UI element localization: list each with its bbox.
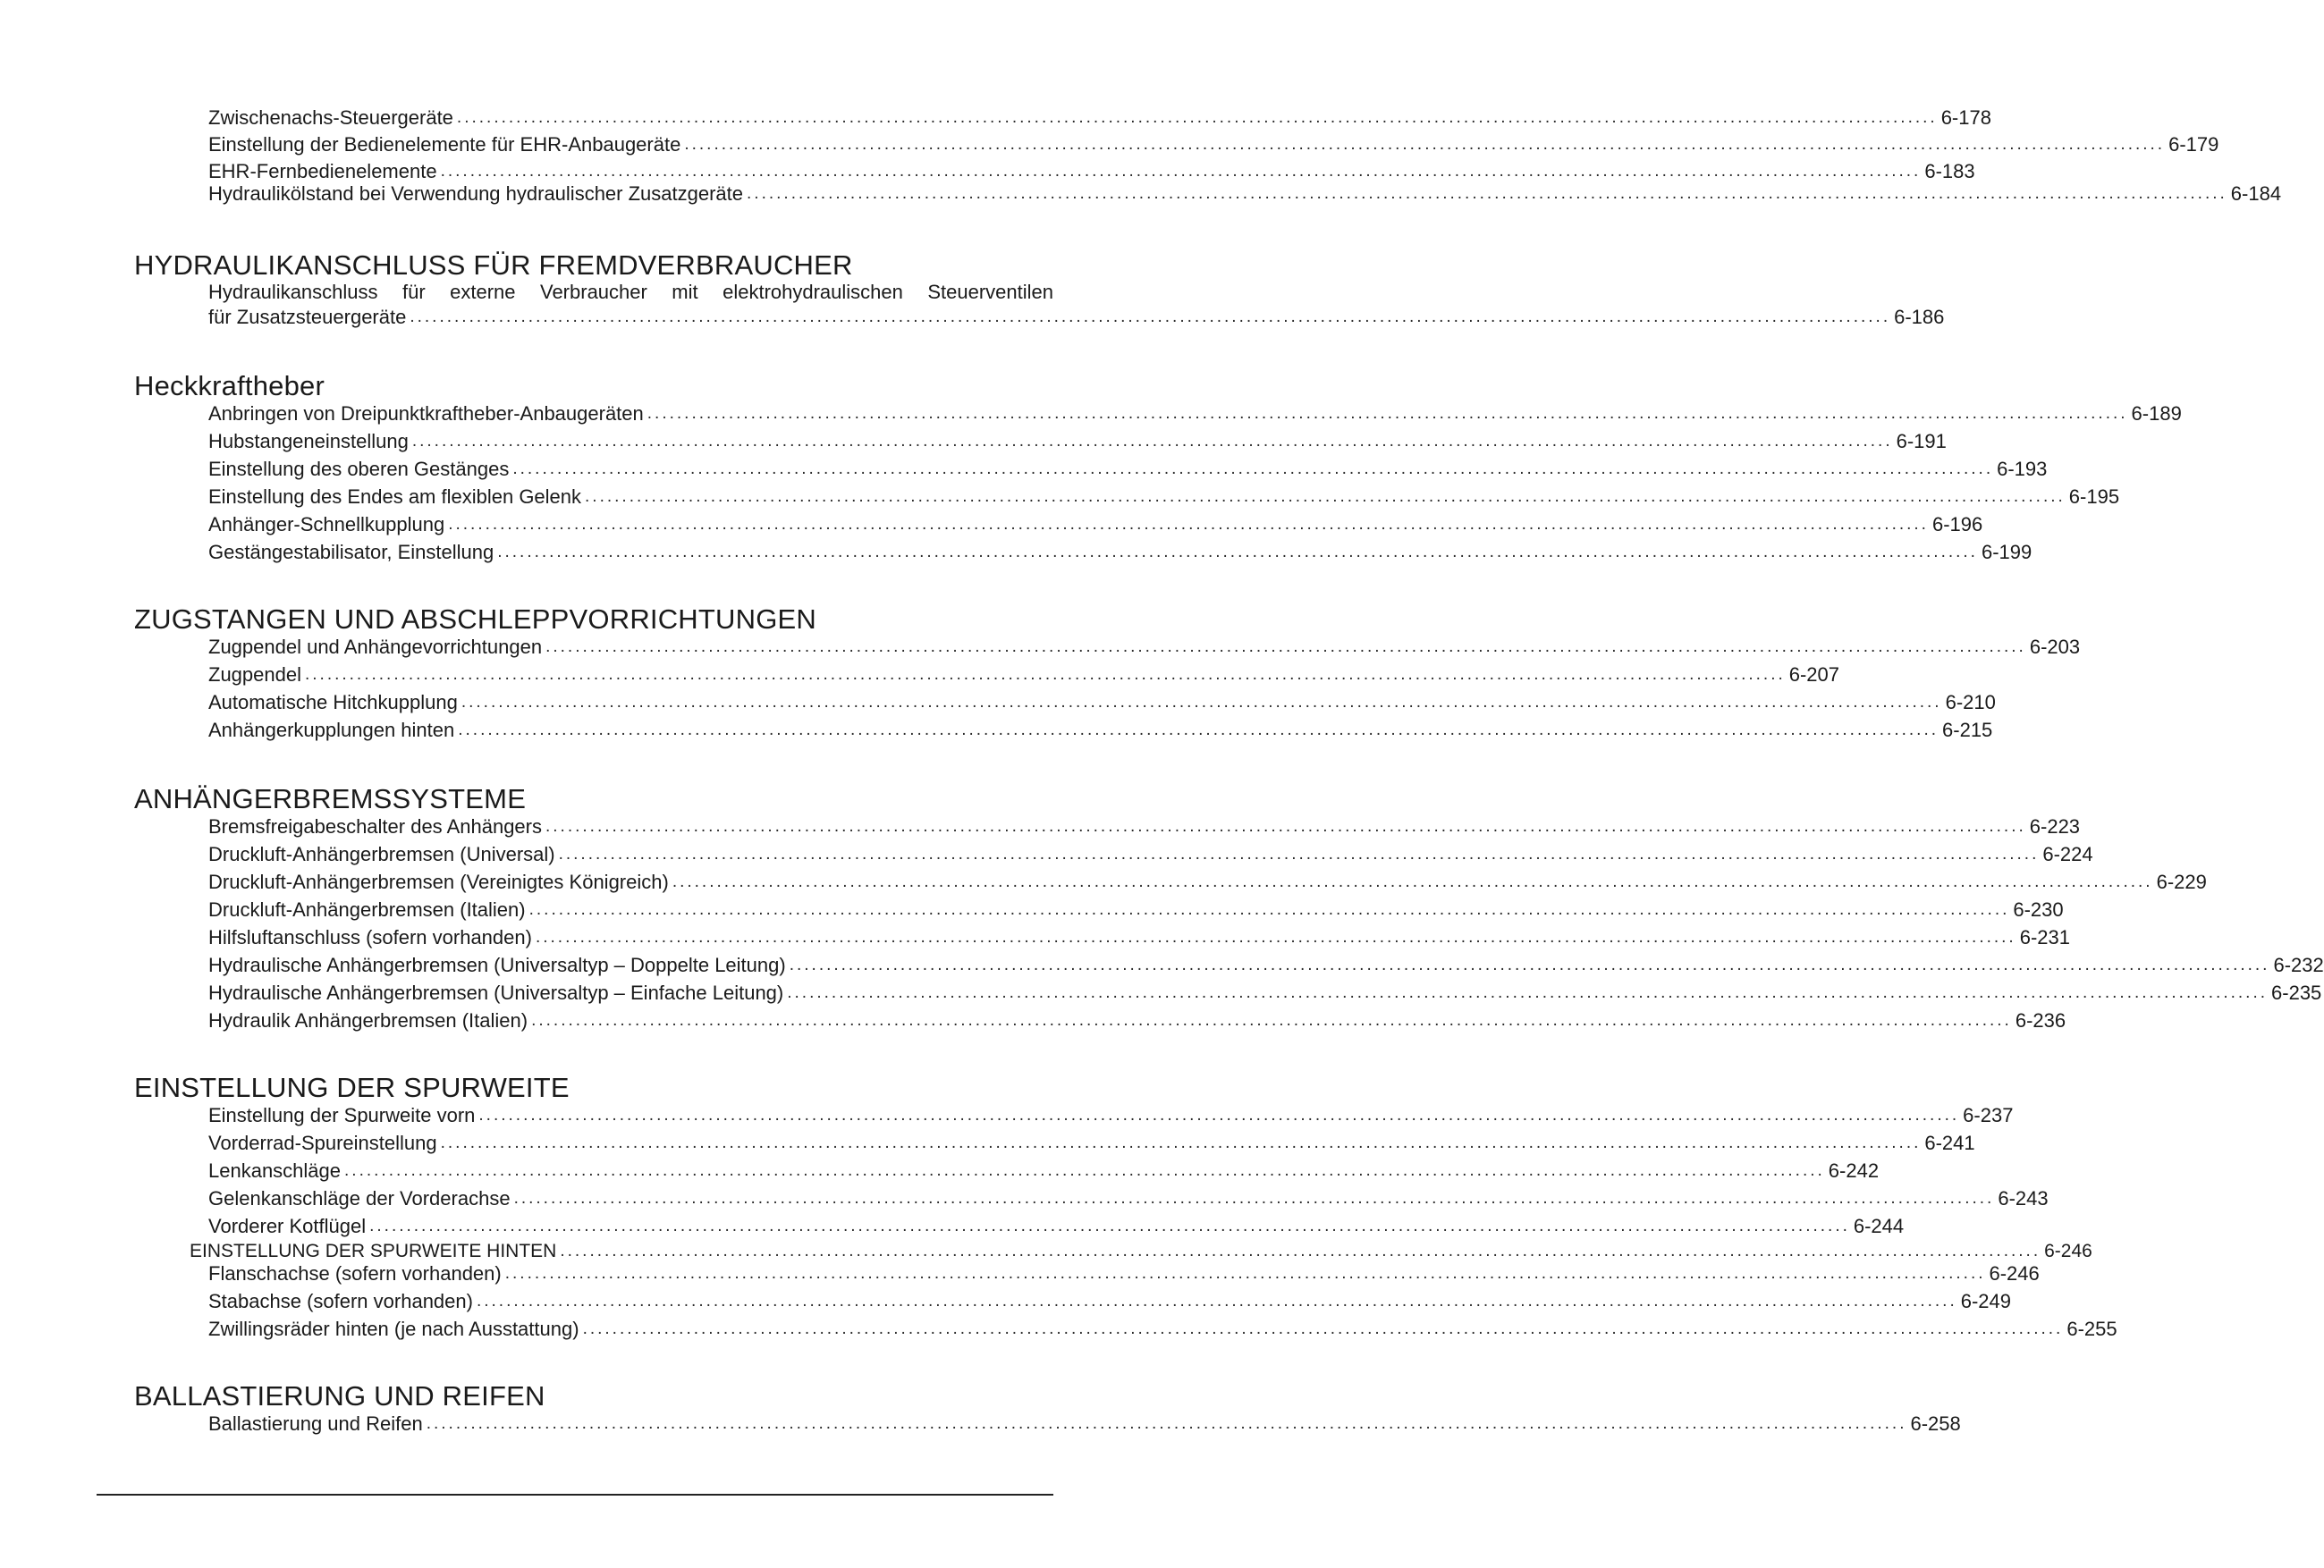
toc-entry-label: Einstellung des oberen Gestänges [208,458,510,480]
toc-entry-page: 6-195 [2068,485,2120,508]
toc-entry[interactable] [208,952,2324,977]
toc-entry[interactable] [208,280,1945,330]
toc-entry-label: Hydraulische Anhängerbremsen (Universaltyp – Doppelte Leitung) [208,954,786,976]
toc-entry-label: Vorderer Kotflügel [208,1215,367,1237]
dot-leader: ........................................................................................................................................................................................................ [410,308,1891,326]
toc-entry-page: 6-255 [2066,1318,2117,1340]
toc-entry-page: 6-215 [1942,719,1993,741]
toc-entry-label: Anhängerkupplungen hinten [208,719,455,741]
toc-entry[interactable] [208,1007,2066,1033]
dot-leader: ........................................................................................................................................................................................................ [440,1134,1922,1152]
toc-entry-label: Stabachse (sofern vorhanden) [208,1290,473,1312]
dot-leader: ........................................................................................................................................................................................................ [476,1292,1957,1311]
toc-entry-label: Einstellung der Bedienelemente für EHR-Anbaugeräte [208,133,681,156]
toc-entry-page: 6-249 [1960,1290,2012,1312]
toc-entry-label: Zugpendel [208,663,301,686]
dot-leader: ........................................................................................................................................................................................................ [344,1161,1825,1180]
toc-entry-label: Ballastierung und Reifen [208,1412,423,1435]
toc-entry-page: 6-223 [2029,815,2081,838]
toc-entry-page: 6-258 [1910,1412,1961,1435]
dot-leader: ........................................................................................................................................................................................................ [456,108,1938,127]
toc-entry-label-continued: für Zusatzsteuergeräte [208,306,407,328]
toc-entry-label: Bremsfreigabeschalter des Anhängers [208,815,542,838]
section-heading: HYDRAULIKANSCHLUSS FÜR FREMDVERBRAUCHER [134,249,853,281]
dot-leader: ........................................................................................................................................................................................................ [560,1242,2041,1260]
toc-entry-page: 6-229 [2156,871,2207,893]
toc-entry-page: 6-207 [1788,663,1840,686]
toc-entry-label: Gelenkanschläge der Vorderachse [208,1187,511,1210]
toc-entry[interactable] [208,1102,2014,1127]
toc-entry-page: 6-237 [1963,1104,2014,1126]
toc-entry-page: 6-199 [1981,541,2032,563]
toc-entry-page: 6-179 [2168,133,2219,156]
dot-leader: ........................................................................................................................................................................................................ [672,873,2153,891]
section-heading: BALLASTIERUNG UND REIFEN [134,1380,545,1412]
dot-leader: ........................................................................................................................................................................................................ [461,693,1942,712]
toc-entry-label: Zwischenachs-Steuergeräte [208,106,453,129]
toc-entry-label: Hydraulik Anhängerbremsen (Italien) [208,1009,528,1032]
toc-entry-page: 6-244 [1853,1215,1905,1237]
bottom-rule [97,1494,1053,1496]
toc-entry[interactable] [208,1130,1975,1155]
toc-entry-page: 6-186 [1894,306,1945,328]
dot-leader: ........................................................................................................................................................................................................ [513,1189,1995,1208]
toc-entry[interactable] [208,1260,2040,1286]
toc-entry-page: 6-236 [2015,1009,2066,1032]
toc-entry-page: 6-191 [1896,430,1947,452]
toc-entry[interactable] [208,634,2081,659]
toc-entry[interactable] [208,980,2322,1005]
toc-entry-page: 6-232 [2273,954,2324,976]
dot-leader: ........................................................................................................................................................................................................ [558,845,2040,864]
dot-leader: ........................................................................................................................................................................................................ [531,1011,2012,1030]
toc-entry-page: 6-203 [2029,636,2081,658]
dot-leader: ........................................................................................................................................................................................................ [426,1414,1907,1433]
toc-entry-label: Hydraulische Anhängerbremsen (Universaltyp – Einfache Leitung) [208,982,784,1004]
toc-entry[interactable] [208,105,1991,130]
toc-entry-label: Lenkanschläge [208,1159,342,1182]
dot-leader: ........................................................................................................................................................................................................ [448,515,1929,534]
toc-entry[interactable] [208,1158,1880,1183]
dot-leader: ........................................................................................................................................................................................................ [646,404,2128,423]
toc-entry[interactable] [208,539,2032,564]
toc-entry[interactable] [208,924,2070,949]
dot-leader: ........................................................................................................................................................................................................ [512,459,1994,478]
toc-entry-page: 6-231 [2019,926,2070,948]
toc-entry-page: 6-193 [1997,458,2048,480]
toc-entry-label: Hydraulikölstand bei Verwendung hydraulischer Zusatzgeräte [208,182,744,205]
toc-entry[interactable] [208,1185,2049,1210]
toc-entry-page: 6-184 [2230,182,2282,205]
toc-entry[interactable] [208,131,2219,156]
toc-entry[interactable] [208,456,2048,481]
toc-entry[interactable] [208,400,2182,426]
toc-entry-page: 6-183 [1924,160,1975,182]
dot-leader: ........................................................................................................................................................................................................ [369,1217,1850,1235]
dot-leader: ........................................................................................................................................................................................................ [535,928,2016,947]
toc-entry[interactable] [208,1316,2117,1341]
dot-leader: ........................................................................................................................................................................................................ [440,162,1922,181]
dot-leader: ........................................................................................................................................................................................................ [545,817,2026,836]
toc-entry-label: Automatische Hitchkupplung [208,691,458,713]
toc-entry-page: 6-189 [2131,402,2182,425]
dot-leader: ........................................................................................................................................................................................................ [478,1106,1960,1125]
toc-entry[interactable] [208,841,2093,866]
toc-entry-page: 6-235 [2271,982,2322,1004]
toc-entry[interactable] [208,897,2064,922]
section-heading: EINSTELLUNG DER SPURWEITE [134,1072,570,1103]
toc-entry-label: EHR-Fernbedienelemente [208,160,437,182]
dot-leader: ........................................................................................................................................................................................................ [747,184,2227,203]
toc-entry-label: Anbringen von Dreipunktkraftheber-Anbaugeräten [208,402,644,425]
dot-leader: ........................................................................................................................................................................................................ [497,543,1978,561]
toc-entry-page: 6-246 [1989,1262,2040,1285]
toc-entry-label: Druckluft-Anhängerbremsen (Italien) [208,898,526,921]
toc-entry[interactable] [208,1288,2012,1313]
toc-entry-label: Druckluft-Anhängerbremsen (Universal) [208,843,555,865]
toc-entry-page: 6-243 [1998,1187,2049,1210]
toc-entry[interactable] [208,814,2081,839]
toc-entry[interactable] [208,689,1996,714]
section-heading: Heckkraftheber [134,370,325,401]
toc-entry-label: Hubstangeneinstellung [208,430,409,452]
toc-entry[interactable] [208,428,1947,453]
toc-entry-page: 6-230 [2013,898,2064,921]
toc-entry[interactable] [208,181,2282,206]
dot-leader: ........................................................................................................................................................................................................ [585,487,2066,506]
toc-entry[interactable] [208,484,2120,509]
toc-entry-label: Zwillingsräder hinten (je nach Ausstattung) [208,1318,579,1340]
dot-leader: ........................................................................................................................................................................................................ [684,135,2166,154]
toc-entry[interactable] [208,1213,1905,1238]
toc-entry-label: Gestängestabilisator, Einstellung [208,541,494,563]
toc-entry-label: Hydraulikanschluss für externe Verbraucher mit elektrohydraulischen Steuerventilen [208,281,1053,303]
dot-leader: ........................................................................................................................................................................................................ [458,721,1939,739]
toc-entry-page: 6-224 [2042,843,2093,865]
toc-entry-label: Anhänger-Schnellkupplung [208,513,445,535]
dot-leader: ........................................................................................................................................................................................................ [411,432,1893,451]
dot-leader: ........................................................................................................................................................................................................ [304,665,1786,684]
toc-entry-page: 6-242 [1828,1159,1880,1182]
toc-entry-page: 6-178 [1940,106,1991,129]
dot-leader: ........................................................................................................................................................................................................ [528,900,2010,919]
toc-entry-label: Druckluft-Anhängerbremsen (Vereinigtes Königreich) [208,871,669,893]
toc-entry[interactable] [208,1411,1961,1436]
toc-entry-label: Hilfsluftanschluss (sofern vorhanden) [208,926,532,948]
toc-entry[interactable] [208,662,1840,687]
toc-entry[interactable] [208,717,1993,742]
dot-leader: ........................................................................................................................................................................................................ [504,1264,1986,1283]
dot-leader: ........................................................................................................................................................................................................ [545,637,2026,656]
toc-entry-page: 6-210 [1945,691,1996,713]
toc-entry-label: Vorderrad-Spureinstellung [208,1132,437,1154]
toc-entry-label: Einstellung des Endes am flexiblen Gelenk [208,485,582,508]
dot-leader: ........................................................................................................................................................................................................ [789,956,2270,974]
toc-entry[interactable] [208,869,2207,894]
dot-leader: ........................................................................................................................................................................................................ [787,983,2269,1002]
toc-subsection-entry[interactable] [190,1238,2092,1263]
toc-entry-label: EINSTELLUNG DER SPURWEITE HINTEN [190,1241,557,1261]
section-heading: ZUGSTANGEN UND ABSCHLEPPVORRICHTUNGEN [134,603,816,635]
toc-entry[interactable] [208,158,1975,183]
toc-entry[interactable] [208,511,1983,536]
toc-entry-page: 6-241 [1924,1132,1975,1154]
toc-entry-page: 6-246 [2044,1241,2092,1261]
section-heading: ANHÄNGERBREMSSYSTEME [134,783,527,814]
toc-entry-label: Einstellung der Spurweite vorn [208,1104,476,1126]
toc-entry-label: Flanschachse (sofern vorhanden) [208,1262,502,1285]
toc-entry-page: 6-196 [1931,513,1983,535]
dot-leader: ........................................................................................................................................................................................................ [582,1319,2064,1338]
toc-entry-label: Zugpendel und Anhängevorrichtungen [208,636,543,658]
